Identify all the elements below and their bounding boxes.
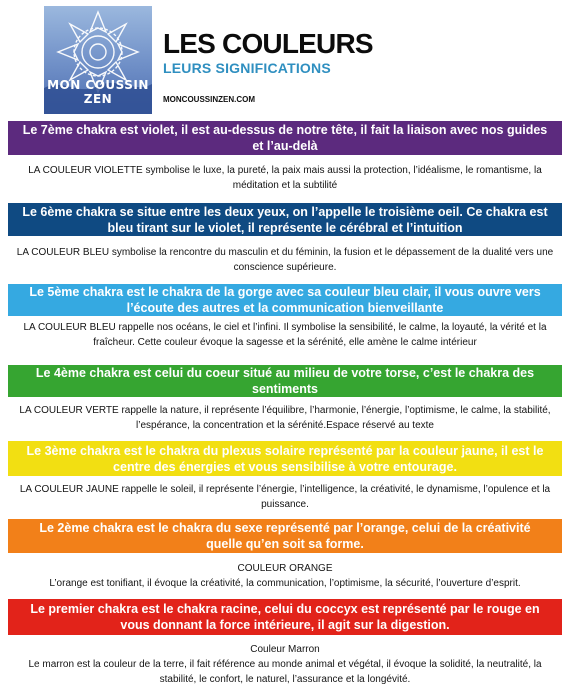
color-description-orange: [10, 561, 560, 591]
chakra-band-yellow: [8, 441, 562, 476]
description-text: LA COULEUR VIOLETTE symbolise le luxe, la pureté, la paix mais aussi la protection, l’idéalisme, le romantisme, la méditation et la subtilité: [28, 165, 542, 191]
color-description-red: [10, 642, 560, 687]
page-subtitle: LEURS SIGNIFICATIONS: [163, 60, 331, 76]
chakra-band-red: [8, 599, 562, 635]
chakra-band-green: [8, 365, 562, 397]
chakra-band-violet: [8, 121, 562, 155]
color-description-blue: [10, 245, 560, 275]
description-text: LA COULEUR VERTE rappelle la nature, il représente l’équilibre, l’harmonie, l’énergie, l’optimisme, le calme, la stabilité, l’espérance, la concentration et la sérénité.Espace réservé au texte: [19, 405, 551, 431]
chakra-band-blue: [8, 203, 562, 236]
band-text: Le 3ème chakra est le chakra du plexus solaire représenté par la couleur jaune, il est le centre des énergies et vous sensibilise à votre entourage.: [26, 443, 544, 474]
page-title: LES COULEURS: [163, 28, 373, 59]
description-text: Le marron est la couleur de la terre, il fait référence au monde animal et végétal, il évoque la solidité, la neutralité, la stabilité, le confort, le naturel, l’assurance et la longévité.: [28, 659, 542, 685]
description-text: L’orange est tonifiant, il évoque la créativité, la communication, l’optimisme, la sécurité, l’ouverture d’esprit.: [49, 578, 521, 589]
description-text: LA COULEUR BLEU symbolise la rencontre du masculin et du féminin, la fusion et le dépassement de la dualité vers une conscience supérieure.: [16, 247, 554, 273]
color-description-light-blue: [10, 320, 560, 350]
color-description-green: [10, 403, 560, 433]
band-text: Le 7ème chakra est violet, il est au-dessus de notre tête, il fait la liaison avec nos guides et l’au-delà: [22, 123, 548, 153]
color-title: Couleur Marron: [250, 644, 320, 655]
logo: [44, 6, 152, 114]
chakra-band-light-blue: [8, 284, 562, 316]
band-text: Le premier chakra est le chakra racine, celui du coccyx est représenté par le rouge en vous donnant la force intérieure, il agit sur la digestion.: [30, 602, 540, 632]
description-text: LA COULEUR JAUNE rappelle le soleil, il représente l’énergie, l’intelligence, la créativité, le dynamisme, l’opulence et la puissance.: [19, 484, 551, 510]
color-title: COULEUR ORANGE: [237, 563, 333, 574]
band-text: Le 4ème chakra est celui du coeur situé au milieu de votre torse, c’est le chakra des sentiments: [35, 366, 535, 396]
band-text: Le 6ème chakra se situe entre les deux yeux, on l’appelle le troisième oeil. Ce chakra est bleu tirant sur le violet, il représente le cérébral et l’intuition: [22, 204, 548, 235]
logo-text: MON COUSSIN ZEN: [47, 78, 149, 106]
description-text: LA COULEUR BLEU rappelle nos océans, le ciel et l’infini. Il symbolise la sensibilité, le calme, la loyauté, la vérité et la fraîcheur. Cette couleur évoque la sagesse et la sérénité, elle amène le calme intérieur: [23, 322, 547, 348]
color-description-yellow: [10, 482, 560, 512]
band-text: Le 2ème chakra est le chakra du sexe représenté par l’orange, celui de la créativité quelle qu’en soit sa forme.: [39, 521, 531, 551]
website-link[interactable]: MONCOUSSINZEN.COM: [163, 95, 255, 104]
chakra-band-orange: [8, 519, 562, 553]
band-text: Le 5ème chakra est le chakra de la gorge avec sa couleur bleu clair, il vous ouvre vers l’écoute des autres et la communication bienveillante: [29, 285, 541, 315]
color-description-violet: [10, 163, 560, 193]
